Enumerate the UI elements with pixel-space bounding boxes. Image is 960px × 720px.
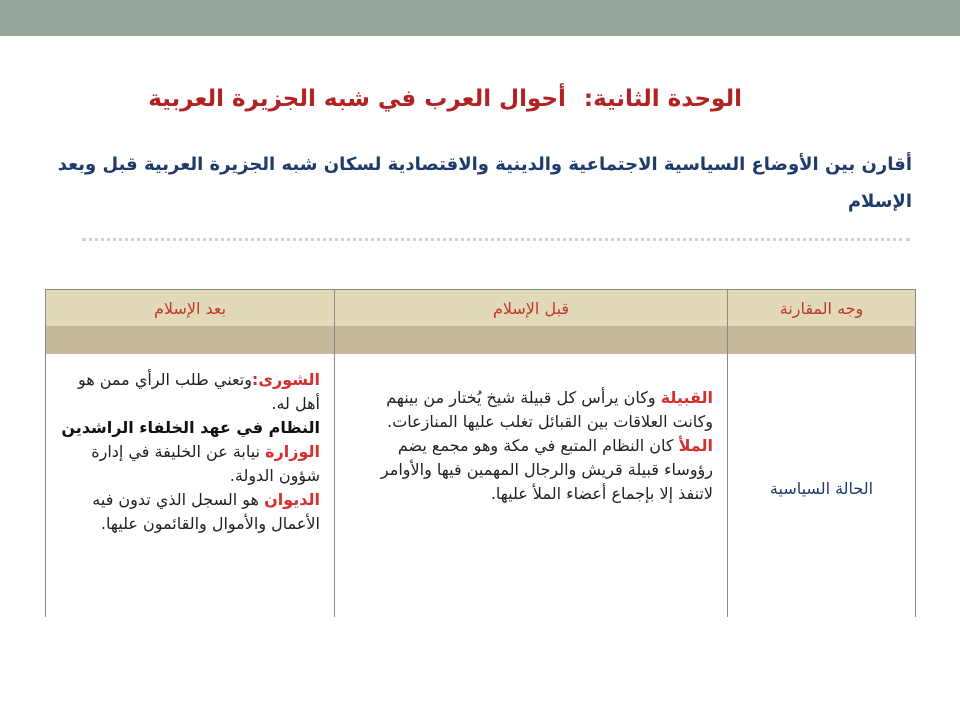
- term-tribe: القبيلة: [660, 388, 713, 407]
- term-mala: الملأ: [678, 436, 713, 455]
- text-wizara: نيابة عن الخليفة في إدارة شؤون الدولة.: [91, 442, 320, 485]
- text-shura: وتعني طلب الرأي ممن هو أهل له.: [77, 370, 320, 413]
- comparison-table: [45, 289, 916, 617]
- cell-after-islam: [46, 354, 335, 617]
- term-wizara: الوزارة: [265, 442, 320, 461]
- header-band-cell: [46, 326, 335, 354]
- top-band: [0, 0, 960, 36]
- header-band-row: [46, 326, 916, 354]
- term-shura: الشورى:: [251, 370, 320, 389]
- table-row: [46, 354, 916, 617]
- unit-title-label: الوحدة الثانية:: [583, 86, 742, 112]
- header-band-cell: [728, 326, 916, 354]
- header-after-islam: بعد الإسلام: [46, 290, 335, 327]
- header-aspect: وجه المقارنة: [728, 290, 916, 327]
- dotted-divider: [82, 238, 910, 241]
- rashidun-heading: النظام في عهد الخلفاء الراشدين: [61, 418, 320, 437]
- table-header-row: [46, 290, 916, 327]
- term-diwan: الديوان: [264, 490, 320, 509]
- header-before-islam: قبل الإسلام: [335, 290, 728, 327]
- text-diwan: هو السجل الذي تدون فيه الأعمال والأموال والقائمون عليها.: [92, 490, 320, 533]
- unit-title-text: أحوال العرب في شبه الجزيرة العربية: [148, 86, 566, 112]
- text-tribe: وكان يرأس كل قبيلة شيخ يُختار من بينهم وكانت العلاقات بين القبائل تغلب عليها المنازعات.: [386, 388, 713, 431]
- cell-before-islam: [335, 354, 728, 617]
- cell-aspect-political: الحالة السياسية: [728, 354, 916, 617]
- text-mala: كان النظام المتبع في مكة وهو مجمع يضم رؤوساء قبيلة قريش والرجال المهمين فيها والأوامر لاتنفذ إلا بإجماع أعضاء الملأ عليها.: [380, 436, 713, 503]
- instruction-text: أقارن بين الأوضاع السياسية الاجتماعية والدينية والاقتصادية لسكان شبه الجزيرة العربية قبل وبعد الإسلام: [57, 154, 912, 212]
- unit-title: [148, 86, 742, 112]
- header-band-cell: [335, 326, 728, 354]
